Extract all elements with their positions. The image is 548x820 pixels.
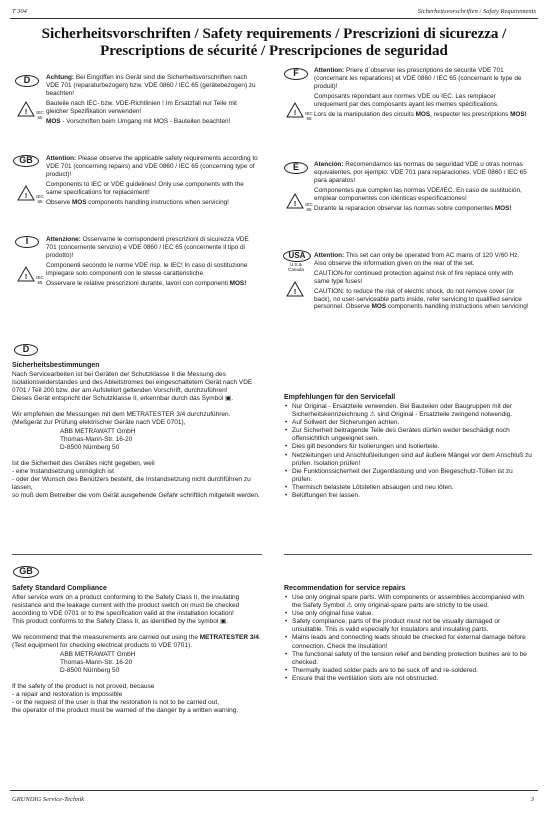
svg-text:!: ! [24,109,28,116]
list-item: • Mains leads and connecting leads should be checked for external damage before connection. Check the insulation! [284,634,532,650]
iec-code: IEC 65 [36,194,44,204]
list-item: • Belüftungen frei lassen. [284,492,532,500]
de-section-heading: Sicherheitsbestimmungen [12,362,100,369]
gb-section-body: After service work on a product conforming to the Safety Class II, the insulating resistance and the leakage current with the product switch on must be checked according to VDE 0701 or to the specification valid at the installation location! This product conforms to the Safety Class II, as identified by the symbol ▣. We recommend that the measurements are carried out using the METRATESTER 3/4. (Test equipment for checking electrical products to VDE 0701). ABB METRAWATT GmbH Thomas-Mann-Str. 16-20 D-8500 Nürnberg 50 If the safety of the product is not proved, because - a repair and restoration is impossible - or the request of the user is that the restoration is not to be carried out, the operator of the product must be warned of the danger by a written warning. [12,594,261,715]
page-title-line1: Sicherheitsvorschriften / Safety requirements / Prescrizioni di sicurezza / [41,26,507,42]
list-item: • Safety compliance, parts of the product must not be visually damaged or unsuitable. This is valid especially for insulators and insulating parts. [284,618,532,634]
list-item: • Nur Original - Ersatzteile verwenden. Bei Bauteilen oder Baugruppen mit der Sicherheitskennzeichnung ⚠ sind Original - Ersatzteile zwingend notwendig. [284,403,532,419]
gb-section-heading: Safety Standard Compliance [12,585,107,592]
iec-code: IEC 65 [36,110,44,120]
us-notice: Attention: This set can only be operated from AC mains of 120 V/60 Hz. Also observe the information given on the rear of the set. CAUTION-for continued protection against risk of fire replace only with same type fuses! CAUTION: to reduce the risk of electric shock, do not remove cover (or back), no user-serviceable parts inside, refer servicing to qualified service personnel. Observe MOS components handling instructions when servicing! [314,252,529,311]
lang-badge-gb: GB [13,155,39,167]
de-notice: Achtung: Bei Eingriffen ins Gerät sind die Sicherheitsvorschriften nach VDE 701 (reparaturbezogen) bzw. VDE 0860 / IEC 65 (gerätebezogen) zu beachten! Bauteile nach IEC- bzw. VDE-Richtlinien ! Im Ersatzfall nur Teile mit gleicher Spezifikation verwenden! MOS - Vorschriften beim Umgang mit MOS - Bauteilen beachten! [46,74,256,125]
lang-badge-d: D [14,344,38,356]
warning-triangle-icon [17,185,35,201]
running-title: Sicherheitsvorschriften / Safety Requirements [417,8,536,15]
iec-code: IEC 65 [36,275,44,285]
gb-repair-heading: Recommendation for service repairs [284,585,406,592]
lang-badge-gb: GB [13,566,39,578]
svg-text:!: ! [24,193,28,200]
list-item: • Auf Sollwert der Sicherungen achten. [284,419,532,427]
svg-text:!: ! [293,289,297,296]
list-item: • Thermally loaded solder pads are to be suck off and re-soldered. [284,667,532,675]
footer-rule [10,790,538,791]
list-item: • Zur Sicherheit beitragende Teile des Gerätes dürfen weder beschädigt noch offensichtlich ungeeignet sein. [284,427,532,443]
lang-badge-f: F [284,68,308,80]
lang-badge-usa: USA [283,250,311,262]
usa-canada-label: U.S.& Canada [288,262,304,272]
es-notice: Atención: Recomendamos las normas de seguridad VDE u otras normas equivalentes, por ejemplo: VDE 701 para reparaciones, VDE 0860 / IEC 65 para aparatos! Componentes que cumplen las normas VDE/IEC. En caso de sustitución, emplear componentes con idénticas especificaciones! Durante la reparacion observar las normas sobre componentes MOS! [314,161,527,212]
iec-code: IEC 65 [305,111,313,121]
fr-notice: Attention: Priere d`observer les prescriptions de securite VDE 701 (concernant les reparations) et VDE 0860 / IEC 65 (concernant le type de produit)! Composants répondant aux normes VDE ou IEC. Les remplacer uniquement par des composants ayant les memes spécifications. Lors de la manipulation des circuits MOS, respecter les prescriptions MOS! [314,67,527,118]
svg-text:!: ! [24,274,28,281]
iec-code: IEC 65 [305,202,313,212]
header-rule [10,18,538,19]
section-divider [284,554,532,555]
page-title-line2: Prescriptions de sécurité / Prescripciones de seguridad [100,43,448,59]
section-divider [12,554,262,555]
lang-badge-i: I [15,236,39,248]
svg-text:!: ! [293,201,297,208]
warning-triangle-icon [17,101,35,117]
publisher: GRUNDIG Service-Technik [12,796,85,803]
list-item: • Dies gilt besonders für Isolierungen und Isolierteile. [284,443,532,451]
warning-triangle-icon [286,281,304,297]
de-section-body: Nach Servicearbeiten ist bei Geräten der Schutzklasse II die Messung des Isolationswiderstandes und des Ableitstromes bei eingeschaltetem Gerät nach VDE 0701 / Teil 200 bzw. der am Aufstellort geltenden Vorschrift, durchzuführen! Dieses Gerät entspricht der Schutzklasse II, erkennbar durch das Symbol ▣. Wir empfehlen die Messungen mit dem METRATESTER 3/4 durchzuführen. (Meßgerät zur Prüfung elektrischer Geräte nach VDE 0701), ABB METRAWATT GmbH Thomas-Mann-Str. 16-20 D-8500 Nürnberg 50 Ist die Sicherheit des Gerätes nicht gegeben, weil - eine Instandsetzung unmöglich ist - oder der Wunsch des Benützers besteht, die Instandsetzung nicht durchführen zu lassen, so muß dem Betreiber die vom Gerät ausgehende Gefahr schriftlich mitgeteilt werden. [12,371,260,500]
list-item: • The functional safety of the tension relief and bending protection bushes are to be checked. [284,651,532,667]
de-repair-list [284,403,532,500]
lang-badge-e: E [284,162,308,174]
list-item: • Thermisch belastete Lötstellen absaugen und neu löten. [284,484,532,492]
list-item: • Die Funktionssicherheit der Zugentlastung und von Biegeschutz-Tüllen ist zu prüfen. [284,468,532,484]
de-repair-heading: Empfehlungen für den Servicefall [284,394,396,401]
page-number: 3 [530,796,534,803]
list-item: • Use only original fuse value. [284,610,532,618]
svg-text:!: ! [293,110,297,117]
gb-notice: Attention: Please observe the applicable safety requirements according to VDE 701 (concerning repairs) and VDE 0860 / IEC 65 (concerning type of product)! Components to IEC or VDE guidelines! Only use components with the same specifications for replacement! Observe MOS components handling instructions when servicing! [46,155,258,206]
list-item: • Ensure that the ventilation slots are not obstructed. [284,675,532,683]
list-item: • Netzleitungen und Anschlußleitungen sind auf äußere Mängel vor dem Anschluß zu prüfen. Isolation prüfen! [284,452,532,468]
lang-badge-d: D [15,75,39,87]
list-item: • Use only original spare parts. With components or assemblies accompanied with the Safety Symbol ⚠ only original-spare parts are strictly to be used. [284,594,532,610]
gb-repair-list [284,594,532,683]
warning-triangle-icon [286,193,304,209]
warning-triangle-icon [286,102,304,118]
warning-triangle-icon [17,266,35,282]
page-code: T 304 [12,8,27,15]
it-notice: Attenzione: Osservarne le corrispondenti prescrizioni di sicurezza VDE 701 (concernente servizio) e VDE 0860 / IEC 65 (concernente il tipo di prodotto)! Componenti secondo le norme VDE risp. le IEC! In caso di sostituzione impiegare solo componenti con le stesse caratteristiche. Osservare le relative prescrizioni durante, lavori con componenti MOS! [46,236,249,287]
